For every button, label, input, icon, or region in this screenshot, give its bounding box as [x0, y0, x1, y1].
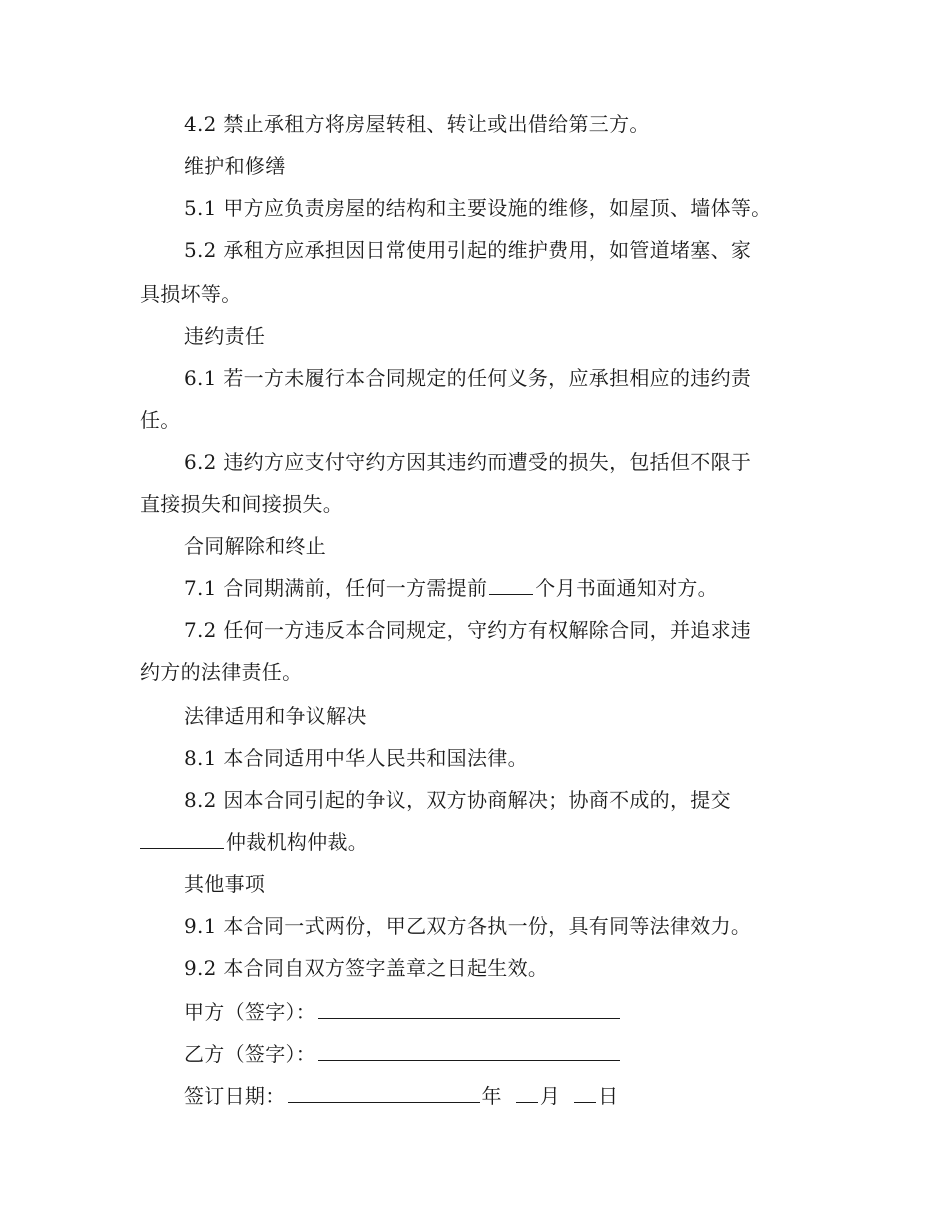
clause-6-2-line2: 直接损失和间接损失。	[140, 492, 343, 516]
signing-month-blank[interactable]	[516, 1084, 538, 1103]
year-label: 年	[481, 1084, 502, 1108]
clause-8-2-line1: 8.2 因本合同引起的争议，双方协商解决；协商不成的，提交	[184, 788, 731, 812]
clause-7-2-line2: 约方的法律责任。	[140, 660, 303, 684]
signing-date-label: 签订日期：	[184, 1084, 286, 1108]
party-b-signature-label: 乙方（签字）：	[184, 1042, 317, 1066]
clause-5-2-line1: 5.2 承租方应承担因日常使用引起的维护费用，如管道堵塞、家	[184, 238, 752, 262]
clause-5-1: 5.1 甲方应负责房屋的结构和主要设施的维修，如屋顶、墙体等。	[184, 196, 772, 220]
party-a-signature-row	[184, 1000, 622, 1024]
clause-6-1-line1: 6.1 若一方未履行本合同规定的任何义务，应承担相应的违约责	[184, 366, 752, 390]
clause-6-2-line1: 6.2 违约方应支付守约方因其违约而遭受的损失，包括但不限于	[184, 450, 752, 474]
clause-4-2: 4.2 禁止承租方将房屋转租、转让或出借给第三方。	[184, 112, 650, 136]
arbitration-body-blank[interactable]	[140, 830, 224, 849]
clause-9-1: 9.1 本合同一式两份，甲乙双方各执一份，具有同等法律效力。	[184, 914, 752, 938]
heading-breach: 违约责任	[184, 324, 266, 348]
party-a-signature-line[interactable]	[318, 1000, 620, 1019]
clause-9-2: 9.2 本合同自双方签字盖章之日起生效。	[184, 956, 549, 980]
day-label: 日	[598, 1084, 619, 1108]
clause-8-2-line2	[140, 830, 368, 854]
clause-8-2-line2-text: 仲裁机构仲裁。	[226, 830, 369, 854]
party-a-signature-label: 甲方（签字）：	[184, 1000, 317, 1024]
signing-day-blank[interactable]	[574, 1084, 596, 1103]
heading-law: 法律适用和争议解决	[184, 704, 367, 728]
month-label: 月	[539, 1084, 561, 1108]
party-b-signature-line[interactable]	[318, 1042, 620, 1061]
clause-7-1-text-pre: 7.1 合同期满前，任何一方需提前	[184, 576, 488, 600]
clause-5-2-line2: 具损坏等。	[140, 282, 242, 306]
clause-8-1: 8.1 本合同适用中华人民共和国法律。	[184, 746, 528, 770]
clause-7-2-line1: 7.2 任何一方违反本合同规定，守约方有权解除合同，并追求违	[184, 618, 752, 642]
signing-date-row	[184, 1084, 618, 1108]
clause-7-1-text-post: 个月书面通知对方。	[535, 576, 718, 600]
party-b-signature-row	[184, 1042, 622, 1066]
clause-6-1-line2: 任。	[140, 408, 181, 432]
heading-termination: 合同解除和终止	[184, 534, 327, 558]
notice-months-blank[interactable]	[489, 576, 533, 595]
heading-other: 其他事项	[184, 872, 266, 896]
signing-year-blank[interactable]	[288, 1084, 480, 1103]
clause-7-1	[184, 576, 718, 600]
heading-maintenance: 维护和修缮	[184, 154, 286, 178]
